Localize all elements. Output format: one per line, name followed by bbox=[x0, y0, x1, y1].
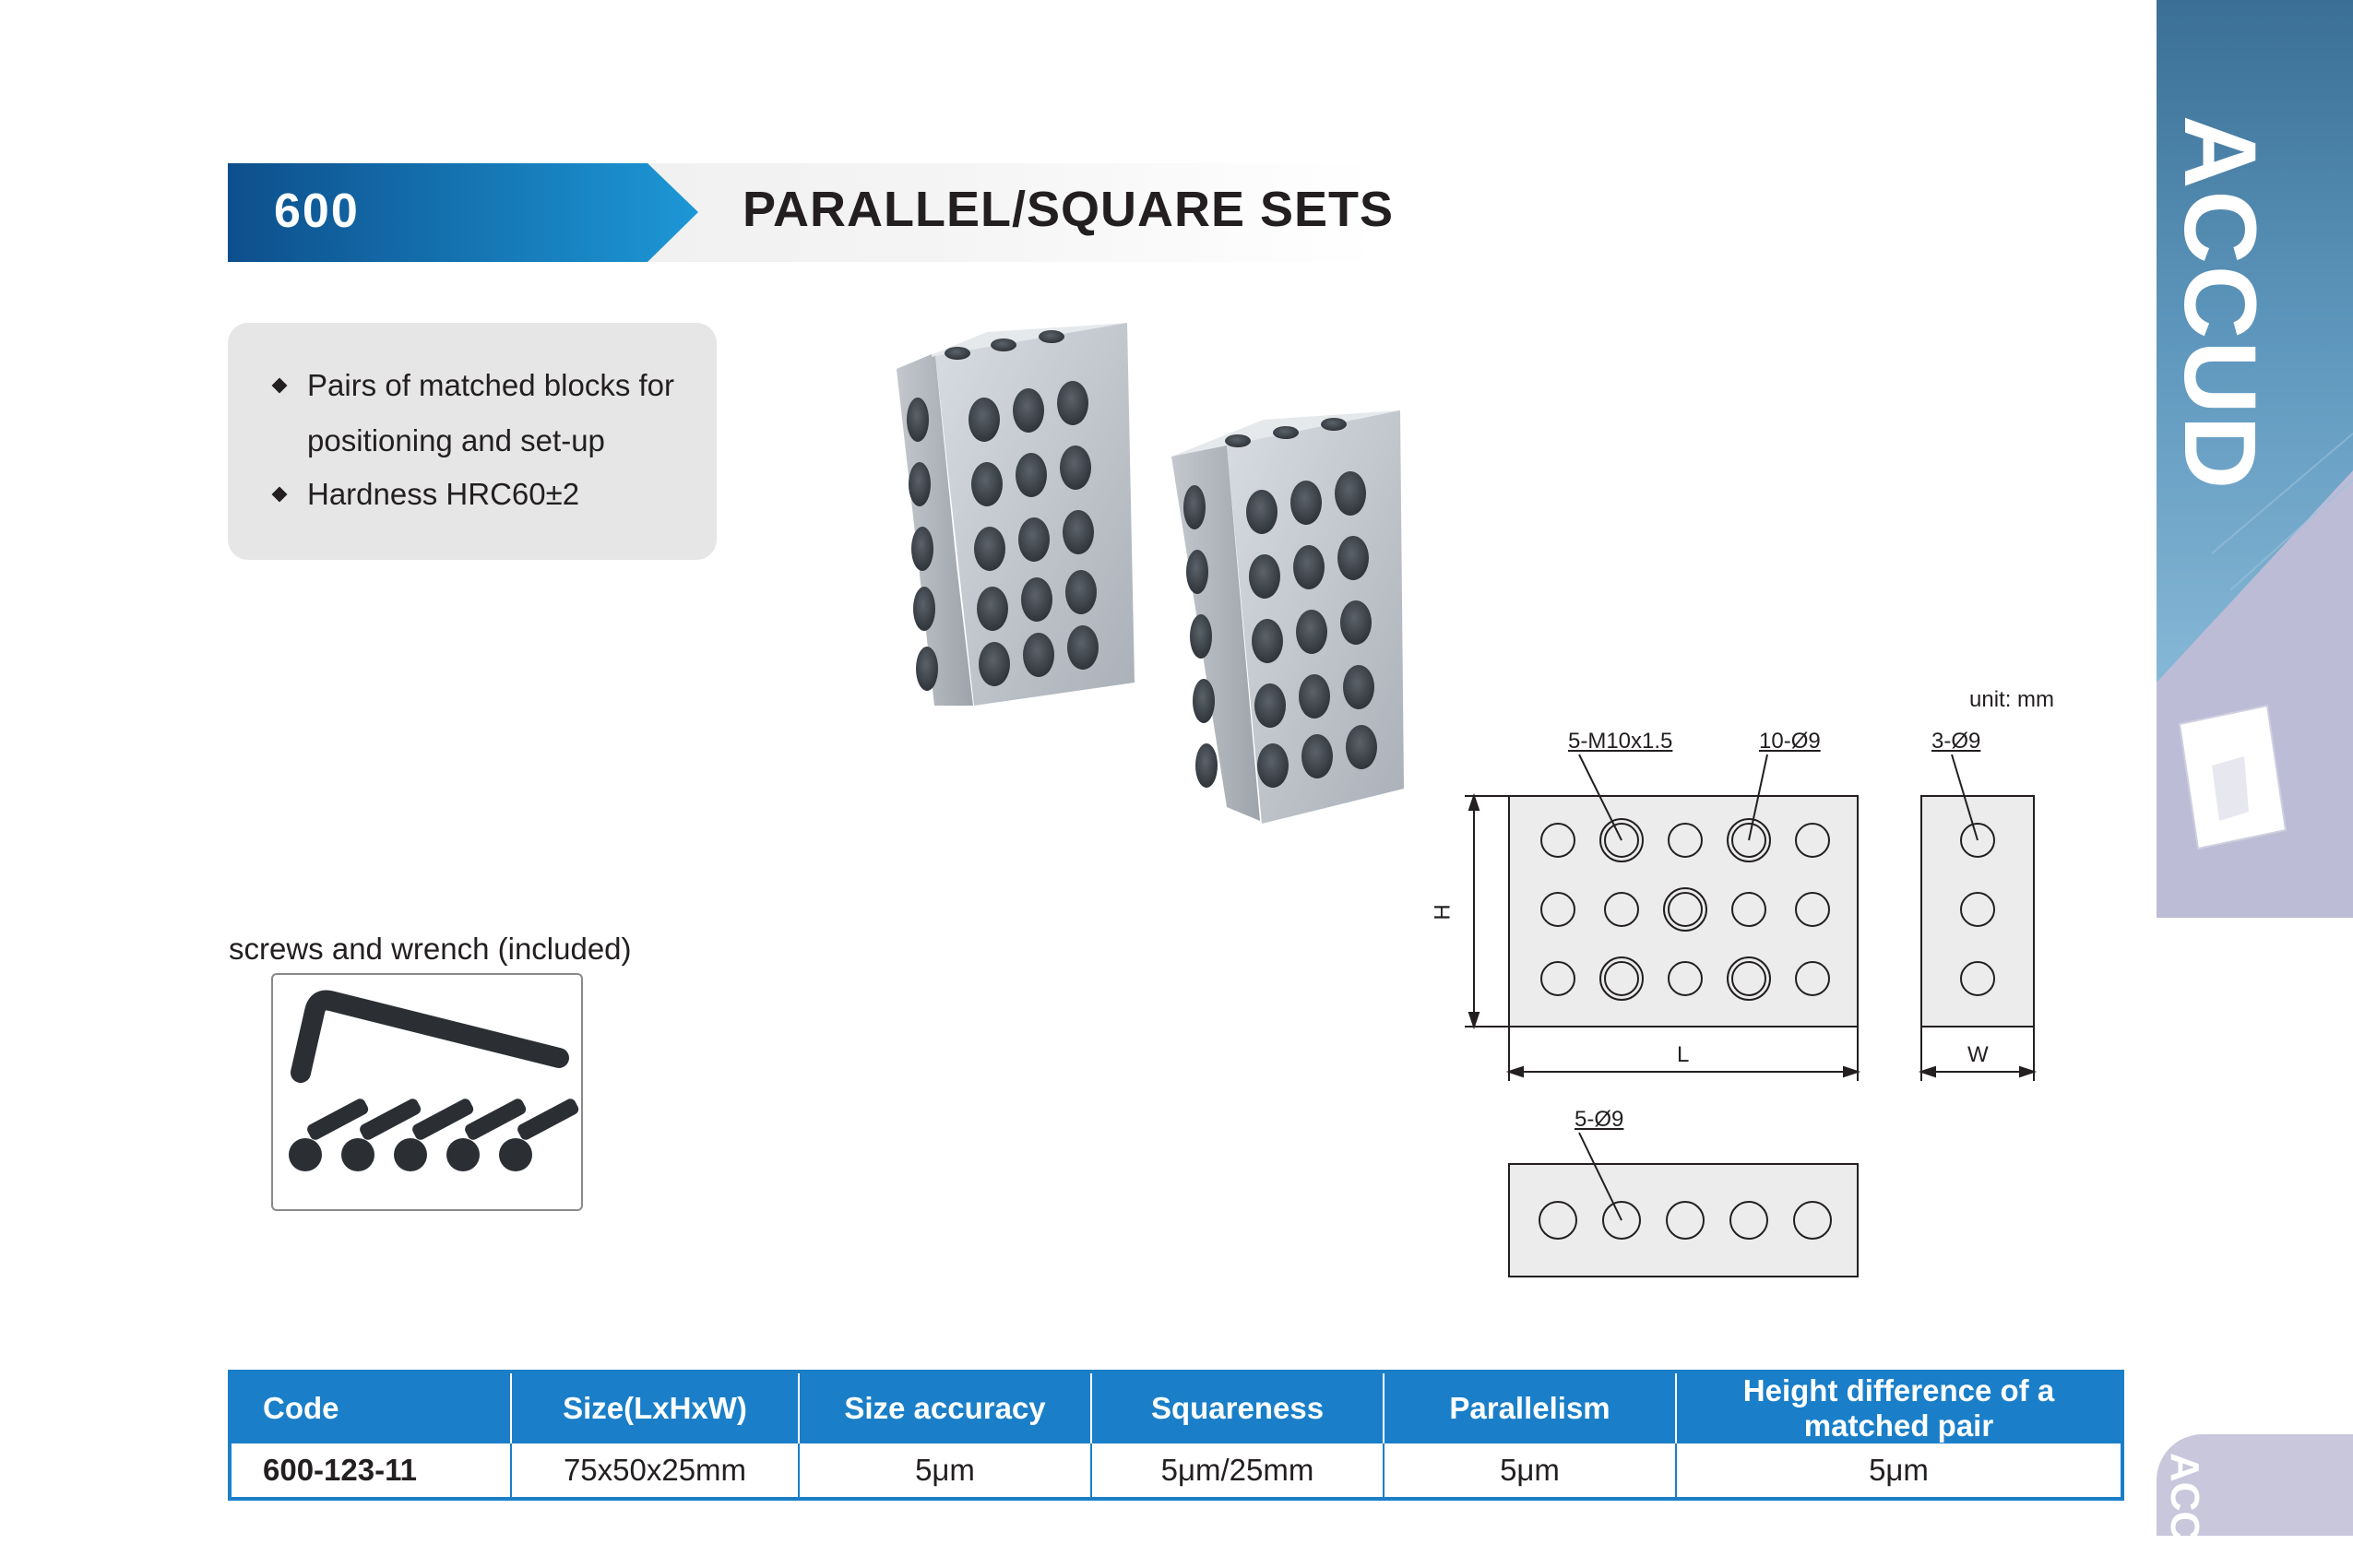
block-1 bbox=[897, 323, 1135, 706]
feature-line-2: positioning and set-up bbox=[307, 423, 605, 457]
threaded-holes-label: 5-M10x1.5 bbox=[1568, 729, 1673, 754]
vblock-icon bbox=[2157, 683, 2353, 918]
col-squareness: Squareness bbox=[1091, 1372, 1384, 1443]
side-tab bbox=[2157, 1434, 2353, 1568]
accessories-caption: screws and wrench (included) bbox=[229, 932, 632, 966]
bullet-icon bbox=[272, 487, 288, 503]
cell-size-accuracy: 5μm bbox=[799, 1443, 1091, 1499]
length-dimension-label: L bbox=[1677, 1042, 1690, 1067]
col-size: Size(LxHxW) bbox=[511, 1372, 799, 1443]
feature-line-1: Pairs of matched blocks for bbox=[307, 368, 674, 402]
col-code: Code bbox=[230, 1372, 511, 1443]
cell-code: 600-123-11 bbox=[230, 1443, 511, 1499]
col-height-difference: Height difference of a matched pair bbox=[1676, 1372, 2122, 1443]
spec-table bbox=[228, 1370, 2124, 1501]
cell-height-difference: 5μm bbox=[1676, 1443, 2122, 1499]
unit-label: unit: mm bbox=[1969, 687, 2055, 712]
cell-size: 75x50x25mm bbox=[511, 1443, 799, 1499]
product-blocks-image bbox=[885, 314, 1439, 830]
brand-logo: ACCUD bbox=[2163, 115, 2276, 492]
cell-squareness: 5μm/25mm bbox=[1091, 1443, 1384, 1499]
accessories-image-frame bbox=[271, 973, 583, 1211]
page-title: PARALLEL/SQUARE SETS bbox=[743, 182, 1395, 237]
block-2 bbox=[1171, 410, 1404, 824]
col-size-accuracy: Size accuracy bbox=[799, 1372, 1091, 1443]
top-holes-label: 5-Ø9 bbox=[1575, 1107, 1624, 1132]
col-parallelism: Parallelism bbox=[1384, 1372, 1676, 1443]
technical-drawing bbox=[1439, 747, 2048, 1282]
side-holes-label: 3-Ø9 bbox=[1931, 729, 1981, 754]
height-dimension-label: H bbox=[1430, 904, 1456, 921]
table-row bbox=[230, 1443, 2122, 1499]
wrench-and-screws-image bbox=[273, 975, 581, 1209]
product-code: 600 bbox=[274, 184, 360, 238]
feature-box bbox=[228, 323, 717, 560]
width-dimension-label: W bbox=[1967, 1042, 1989, 1067]
cell-parallelism: 5μm bbox=[1384, 1443, 1676, 1499]
front-holes-label: 10-Ø9 bbox=[1759, 729, 1821, 754]
feature-line-3: Hardness HRC60±2 bbox=[307, 477, 580, 511]
side-decor-lower bbox=[2157, 683, 2353, 918]
table-header-row bbox=[230, 1372, 2122, 1443]
side-tab-text: ACCE bbox=[2162, 1453, 2207, 1568]
bullet-icon bbox=[272, 378, 288, 394]
